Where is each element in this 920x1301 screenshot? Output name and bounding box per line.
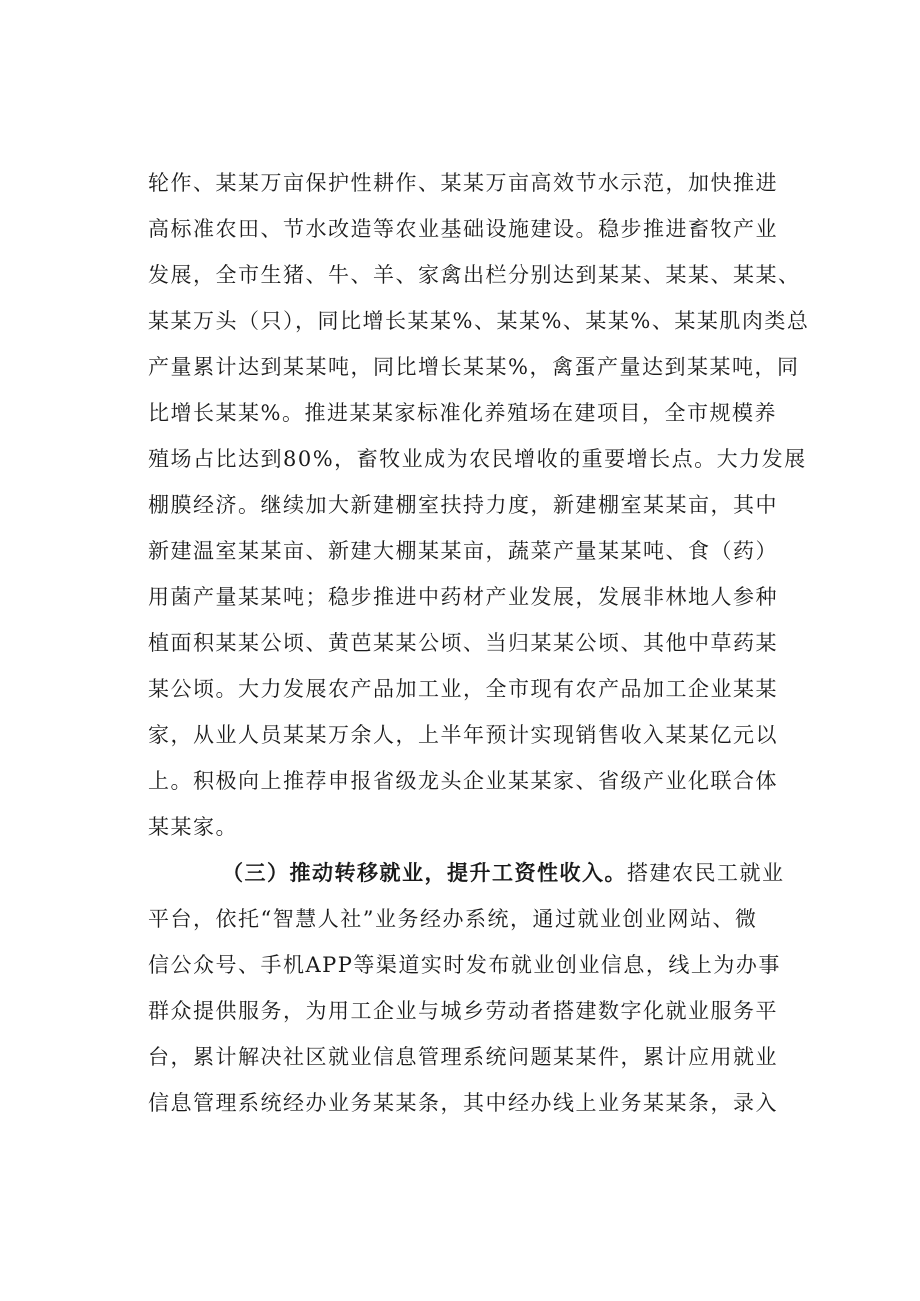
paragraph-line: 用菌产量某某吨；稳步推进中药材产业发展，发展非林地人参种 <box>148 585 778 609</box>
body-text <box>148 160 828 1126</box>
section-line: 信息管理系统经办业务某某条，其中经办线上业务某某条，录入 <box>148 1091 778 1115</box>
paragraph-line: 新建温室某某亩、新建大棚某某亩，蔬菜产量某某吨、食（药） <box>148 539 778 563</box>
paragraph-line: 上。积极向上推荐申报省级龙头企业某某家、省级产业化联合体 <box>148 769 778 793</box>
section-line: 台，累计解决社区就业信息管理系统问题某某件，累计应用就业 <box>148 1045 778 1069</box>
paragraph-line: 家，从业人员某某万余人，上半年预计实现销售收入某某亿元以 <box>148 723 778 747</box>
paragraph-line: 轮作、某某万亩保护性耕作、某某万亩高效节水示范，加快推进 <box>148 171 778 195</box>
paragraph-line: 发展，全市生猪、牛、羊、家禽出栏分别达到某某、某某、某某、 <box>148 263 801 287</box>
section-line: 群众提供服务，为用工企业与城乡劳动者搭建数字化就业服务平 <box>148 999 778 1023</box>
paragraph-line: 某某家。 <box>148 815 238 839</box>
section-first-line-text: 搭建农民工就业 <box>627 861 785 885</box>
section-first-line <box>148 850 828 896</box>
section-line: 平台，依托“智慧人社”业务经办系统，通过就业创业网站、微 <box>148 907 758 931</box>
paragraph-line: 棚膜经济。继续加大新建棚室扶持力度，新建棚室某某亩，其中 <box>148 493 778 517</box>
paragraph-line: 某公顷。大力发展农产品加工业，全市现有农产品加工企业某某 <box>148 677 778 701</box>
paragraph-line: 殖场占比达到80%，畜牧业成为农民增收的重要增长点。大力发展 <box>148 447 807 471</box>
paragraph-line: 比增长某某%。推进某某家标准化养殖场在建项目，全市规模养 <box>148 401 777 425</box>
paragraph-line: 某某万头（只），同比增长某某%、某某%、某某%、某某肌肉类总 <box>148 309 810 333</box>
paragraph-line: 高标准农田、节水改造等农业基础设施建设。稳步推进畜牧产业 <box>148 217 778 241</box>
section-heading: （三）推动转移就业，提升工资性收入。 <box>222 860 627 885</box>
paragraph-line: 植面积某某公顷、黄芭某某公顷、当归某某公顷、其他中草药某 <box>148 631 778 655</box>
paragraph-line: 产量累计达到某某吨，同比增长某某%，禽蛋产量达到某某吨，同 <box>148 355 800 379</box>
section-line: 信公众号、手机APP等渠道实时发布就业创业信息，线上为办事 <box>148 953 781 977</box>
